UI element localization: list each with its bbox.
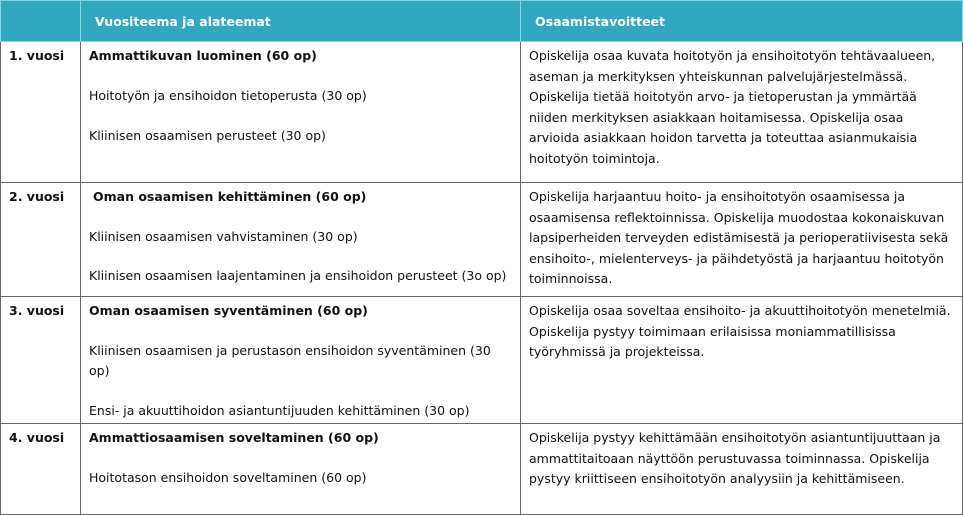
subtheme: Kliinisen osaamisen perusteet (30 op) (89, 128, 326, 143)
year-cell: 4. vuosi (1, 424, 81, 515)
subtheme: Ensi- ja akuuttihoidon asiantuntijuuden kehittäminen (30 op) (89, 403, 470, 418)
subtheme: Kliinisen osaamisen vahvistaminen (30 op) (89, 229, 358, 244)
goals-cell: Opiskelija osaa kuvata hoitotyön ja ensihoitotyön tehtävaalueen, aseman ja merkityksen yhteiskunnan palvelujärjestelmässä. Opiskelija tietää hoitotyön arvo- ja tietoperustan ja ymmärtää niiden merkityksen asiakkaan hoitamisessa. Opiskelija osaa arvioida asiakkaan hoidon tarvetta ja toteuttaa asianmukaisia hoitotyön toimintoja. (521, 42, 963, 183)
theme-cell (81, 297, 521, 424)
theme-title: Ammattikuvan luominen (60 op) (89, 48, 317, 63)
subtheme: Kliinisen osaamisen ja perustason ensihoidon syventäminen (30 op) (89, 343, 491, 378)
goals-cell: Opiskelija osaa soveltaa ensihoito- ja akuuttihoitotyön menetelmiä. Opiskelija pystyy toimimaan erilaisissa moniammatillisissa työryhmissä ja projekteissa. (521, 297, 963, 424)
subtheme: Hoitotyön ja ensihoidon tietoperusta (30 op) (89, 88, 367, 103)
header-goals: Osaamistavoitteet (521, 1, 963, 42)
table-row (1, 42, 963, 183)
table-header-row (1, 1, 963, 42)
header-theme: Vuositeema ja alateemat (81, 1, 521, 42)
year-cell: 1. vuosi (1, 42, 81, 183)
theme-title: Oman osaamisen syventäminen (60 op) (89, 303, 368, 318)
theme-cell (81, 42, 521, 183)
goals-cell: Opiskelija pystyy kehittämään ensihoitotyön asiantuntijuuttaan ja ammattitaitoaan näyttöön perustuvassa toiminnassa. Opiskelija pystyy kriittiseen ensihoitotyön analyysiin ja kehittämiseen. (521, 424, 963, 515)
subtheme: Kliinisen osaamisen laajentaminen ja ensihoidon perusteet (3o op) (89, 268, 507, 283)
theme-title: Ammattiosaamisen soveltaminen (60 op) (89, 430, 379, 445)
year-cell: 2. vuosi (1, 183, 81, 297)
subtheme: Hoitotason ensihoidon soveltaminen (60 op) (89, 470, 367, 485)
table-row (1, 183, 963, 297)
theme-cell (81, 183, 521, 297)
year-cell: 3. vuosi (1, 297, 81, 424)
header-year (1, 1, 81, 42)
theme-title: Oman osaamisen kehittäminen (60 op) (93, 189, 367, 204)
table-row (1, 297, 963, 424)
goals-cell: Opiskelija harjaantuu hoito- ja ensihoitotyön osaamisessa ja osaamisensa reflektoinnissa. Opiskelija muodostaa kokonaiskuvan lapsiperheiden terveyden edistämisestä ja perioperatiivisesta sekä ensihoito-, mielenterveys- ja päihdetyöstä ja harjaantuu hoitotyön toiminnoissa. (521, 183, 963, 297)
